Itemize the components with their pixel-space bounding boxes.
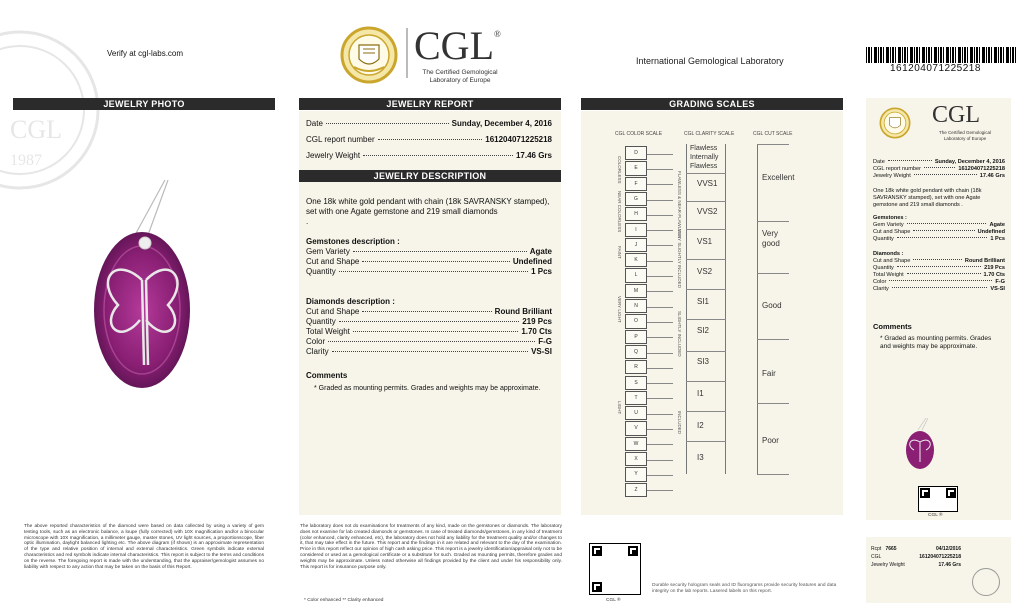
summary-card <box>866 98 1011 520</box>
clarity-group-label: SLIGHTLY INCLUDED <box>677 311 682 357</box>
color-grade-y: Y <box>625 467 647 481</box>
stub-rcpt-row: Rcpt 7665 04/12/2016 <box>871 546 961 552</box>
clarity-group-label: VERY SLIGHTLY INCLUDED <box>677 229 682 288</box>
section-jewelry-photo: JEWELRY PHOTO <box>13 98 275 110</box>
grading-panel <box>581 111 843 515</box>
color-tick <box>647 215 673 216</box>
color-grade-d: D <box>625 146 647 160</box>
card-crest-icon <box>876 104 914 142</box>
color-grade-g: G <box>625 192 647 206</box>
clarity-divider <box>686 229 726 230</box>
card-gem-qty-row: Quantity 1 Pcs <box>873 236 1005 242</box>
color-tick <box>647 200 673 201</box>
color-tick <box>647 460 673 461</box>
card-gem-variety-row: Gem Variety Agate <box>873 222 1005 228</box>
color-tick <box>647 261 673 262</box>
card-weight-row: Jewelry Weight 17.46 Grs <box>873 173 1005 179</box>
report-date-row: Date Sunday, December 4, 2016 <box>306 119 552 128</box>
color-grade-x: X <box>625 452 647 466</box>
cut-grade: Excellent <box>762 173 795 182</box>
clarity-grade: VS2 <box>697 267 713 276</box>
cut-divider <box>757 273 789 274</box>
color-tick <box>647 337 673 338</box>
stub-seal-icon <box>972 568 1000 596</box>
clarity-divider <box>686 381 726 382</box>
card-dia-clarity-row: Clarity VS-SI <box>873 286 1005 292</box>
logo-divider <box>406 28 408 78</box>
clarity-grade: Internally <box>690 154 719 161</box>
clarity-divider <box>686 319 726 320</box>
report-weight-row: Jewelry Weight 17.46 Grs <box>306 151 552 160</box>
clarity-divider <box>686 351 726 352</box>
color-tick <box>647 398 673 399</box>
card-dia-weight-row: Total Weight 1.70 Cts <box>873 272 1005 278</box>
card-date-row: Date Sunday, December 4, 2016 <box>873 159 1005 165</box>
report-number-row: CGL report number 161204071225218 <box>306 135 552 144</box>
color-tick <box>647 230 673 231</box>
color-group-label: VERY LIGHT <box>617 296 622 323</box>
color-tick <box>647 353 673 354</box>
color-tick <box>647 414 673 415</box>
comments-title: Comments <box>306 371 348 380</box>
description-body <box>306 197 552 394</box>
card-tagline: The Certified Gemological Laboratory of Europe <box>938 130 992 141</box>
color-group-label: COLORLESS <box>617 156 622 184</box>
color-grade-n: N <box>625 299 647 313</box>
gem-variety-row: Gem Variety Agate <box>306 247 552 256</box>
clarity-grade: I2 <box>697 421 704 430</box>
clarity-grade: Flawless <box>690 145 718 152</box>
color-tick <box>647 154 673 155</box>
clarity-grade: VVS2 <box>697 207 718 216</box>
color-grade-l: L <box>625 268 647 282</box>
stub-weight-row: Jewelry Weight 17.46 Grs <box>871 562 961 568</box>
footer-security-text: Durable security hologram seals and ID fluorograms provide security features and data integrity on the lab reports. Lasered labels on this report. <box>652 583 837 594</box>
color-tick <box>647 307 673 308</box>
lab-name: International Gemological Laboratory <box>636 56 784 66</box>
color-grade-k: K <box>625 253 647 267</box>
card-desc: One 18k white gold pendant with chain (18k SAVRANSKY stamped), set with one Agate gemstone and 219 small diamonds . <box>873 188 982 208</box>
color-group-label: FAINT <box>617 246 622 259</box>
section-jewelry-report: JEWELRY REPORT <box>299 98 561 110</box>
clarity-divider <box>686 441 726 442</box>
cut-grade: Very <box>762 229 779 238</box>
barcode <box>866 47 1016 63</box>
color-tick <box>647 475 673 476</box>
card-dia-qty-row: Quantity 219 Pcs <box>873 265 1005 271</box>
report-fields <box>306 119 552 161</box>
description-text: One 18k white gold pendant with chain (18k SAVRANSKY stamped), set with one Agate gemstone and 219 small diamonds <box>306 197 550 216</box>
cgl-brand: CGL® <box>414 23 501 68</box>
clarity-grade: SI2 <box>697 326 710 335</box>
diamonds-title: Diamonds description : <box>306 297 395 306</box>
color-grade-f: F <box>625 177 647 191</box>
footer-qr-code[interactable] <box>589 543 641 595</box>
color-grade-w: W <box>625 437 647 451</box>
gem-qty-row: Quantity 1 Pcs <box>306 267 552 276</box>
barcode-number: 161204071225218 <box>890 63 981 74</box>
clarity-divider <box>686 289 726 290</box>
cut-divider <box>757 403 789 404</box>
cut-grade: good <box>762 239 780 248</box>
clarity-grade: I3 <box>697 453 704 462</box>
card-dia-color-row: Color F-G <box>873 279 1005 285</box>
dia-color-row: Color F-G <box>306 337 552 346</box>
cut-grade: Poor <box>762 436 779 445</box>
verify-link[interactable]: Verify at cgl-labs.com <box>107 49 184 58</box>
card-jewelry-thumbnail <box>902 418 938 470</box>
clarity-grade: VVS1 <box>697 179 718 188</box>
clarity-divider <box>686 259 726 260</box>
watermark-year: 1987 <box>10 152 42 169</box>
color-tick <box>647 429 673 430</box>
cut-grade: Good <box>762 301 782 310</box>
color-tick <box>647 184 673 185</box>
color-grade-s: S <box>625 376 647 390</box>
section-jewelry-description: JEWELRY DESCRIPTION <box>299 170 561 182</box>
footer-enhancement-note: * Color enhanced ** Clarity enhanced <box>304 598 384 603</box>
color-grade-u: U <box>625 406 647 420</box>
stub-cgl-row: CGL 161204071225218 <box>871 554 961 560</box>
description-dot: . <box>306 217 309 226</box>
cut-scale-title: CGL CUT SCALE <box>753 131 793 137</box>
color-group-label: NEAR COLORLESS <box>617 191 622 233</box>
comments-text: * Graded as mounting permits. Grades and weights may be approximate. <box>314 385 541 392</box>
color-tick <box>647 444 673 445</box>
dia-weight-row: Total Weight 1.70 Cts <box>306 327 552 336</box>
stub-fields <box>871 545 961 569</box>
cut-divider <box>757 221 789 222</box>
card-dia-cut-row: Cut and Shape Round Brilliant <box>873 258 1005 264</box>
color-tick <box>647 490 673 491</box>
clarity-divider <box>686 173 726 174</box>
color-tick <box>647 169 673 170</box>
color-tick <box>647 291 673 292</box>
cgl-tagline: The Certified Gemological Laboratory of Europe <box>422 69 498 84</box>
color-tick <box>647 276 673 277</box>
cut-divider <box>757 474 789 475</box>
clarity-scale-box <box>686 144 726 474</box>
cut-scale-box <box>757 144 758 474</box>
color-grade-o: O <box>625 314 647 328</box>
cut-divider <box>757 339 789 340</box>
card-qr-caption: CGL ® <box>928 513 943 518</box>
card-gem-cut-row: Cut and Shape Undefined <box>873 229 1005 235</box>
card-qr-code[interactable] <box>918 486 958 512</box>
footer-methodology-text: The above reported characteristics of the diamond were based on data collected by using a variety of gem testing tools, such as an electronic balance, a loupe (fully corrected) with 10X magnification and/or a binocular microscope with 10X magnification, a millimeter gauge, master stones, UV light sources, a proportionscope, fiber optic illumination, daylight balanced lighting etc. The above diagram (if shown) is an approximate representation of the type and relative position of internal and external characteristics. Green symbols indicate external characteristics and red symbols indicate internal characteristics. This report is subject to the terms and conditions on the reverse. The foregoing report is made with the understanding, that the appraiser/gemologist assumes no liability with respect to any action that may be taken on the basis of this Report. <box>24 524 264 570</box>
color-grade-p: P <box>625 330 647 344</box>
color-grade-r: R <box>625 360 647 374</box>
receipt-stub <box>866 537 1011 603</box>
clarity-grade: VS1 <box>697 237 713 246</box>
dia-clarity-row: Clarity VS-SI <box>306 347 552 356</box>
card-comments-title: Comments <box>873 322 912 331</box>
cut-grade: Fair <box>762 369 776 378</box>
card-comments: * Graded as mounting permits. Grades and weights may be approximate. <box>880 335 992 350</box>
gem-cut-row: Cut and Shape Undefined <box>306 257 552 266</box>
clarity-divider <box>686 201 726 202</box>
color-tick <box>647 322 673 323</box>
color-grade-t: T <box>625 391 647 405</box>
color-grade-v: V <box>625 421 647 435</box>
color-grade-m: M <box>625 284 647 298</box>
color-grade-e: E <box>625 161 647 175</box>
jewelry-photo <box>90 180 195 405</box>
watermark-letters: CGL <box>10 115 62 144</box>
clarity-group-label: INCLUDED <box>677 411 682 435</box>
cgl-crest-icon <box>334 25 404 85</box>
clarity-grade: SI3 <box>697 357 710 366</box>
footer-qr-caption: CGL ® <box>606 598 621 603</box>
dia-qty-row: Quantity 219 Pcs <box>306 317 552 326</box>
card-number-row: CGL report number 161204071225218 <box>873 166 1005 172</box>
clarity-grade: I1 <box>697 389 704 398</box>
card-gem-title: Gemstones : <box>873 215 907 221</box>
clarity-divider <box>686 411 726 412</box>
color-scale-title: CGL COLOR SCALE <box>615 131 663 137</box>
card-dia-title: Diamonds : <box>873 251 904 257</box>
color-grade-z: Z <box>625 483 647 497</box>
color-group-label: LIGHT <box>617 401 622 415</box>
clarity-scale-title: CGL CLARITY SCALE <box>684 131 735 137</box>
color-grade-j: J <box>625 238 647 252</box>
footer-disclaimer-text: The laboratory does not do examinations for treatments of any kind, made on the gemstones or diamonds. The laboratory does not examine for lab created diamonds or gemstones. In case of treated diamonds/gemstones, in any kind of treatment (color enhanced, clarity enhanced, etc), the laboratory does not hold any liability for the treatment quality and/or changes to it, that may take effect in the future. This report and the findings in it are related and relevant to the day of the examination. Price in this report reflect our opinion of high cash asking price. This report is a jewelry identification/appraisal only not to be considered or used as a gemological certificate or a substitute for such. Graded as mounting permits, therefore grades and weights may be approximate. Unless noted otherwise all findings provided by the client and under his responsibility only. This report is for insurance purpose only. <box>300 524 562 570</box>
clarity-grade: SI1 <box>697 297 710 306</box>
card-fields <box>873 159 1005 293</box>
color-tick <box>647 245 673 246</box>
section-grading-scales: GRADING SCALES <box>581 98 843 110</box>
gemstones-title: Gemstones description : <box>306 237 400 246</box>
clarity-grade: Flawless <box>690 163 718 170</box>
card-brand: CGL <box>932 102 980 128</box>
color-tick <box>647 368 673 369</box>
clarity-group-label: FLAWLESS & NEAR-FLAWLESS <box>677 171 682 239</box>
color-tick <box>647 383 673 384</box>
cut-divider <box>757 144 789 145</box>
color-grade-q: Q <box>625 345 647 359</box>
color-grade-i: I <box>625 223 647 237</box>
color-grade-h: H <box>625 207 647 221</box>
dia-cut-row: Cut and Shape Round Brilliant <box>306 307 552 316</box>
